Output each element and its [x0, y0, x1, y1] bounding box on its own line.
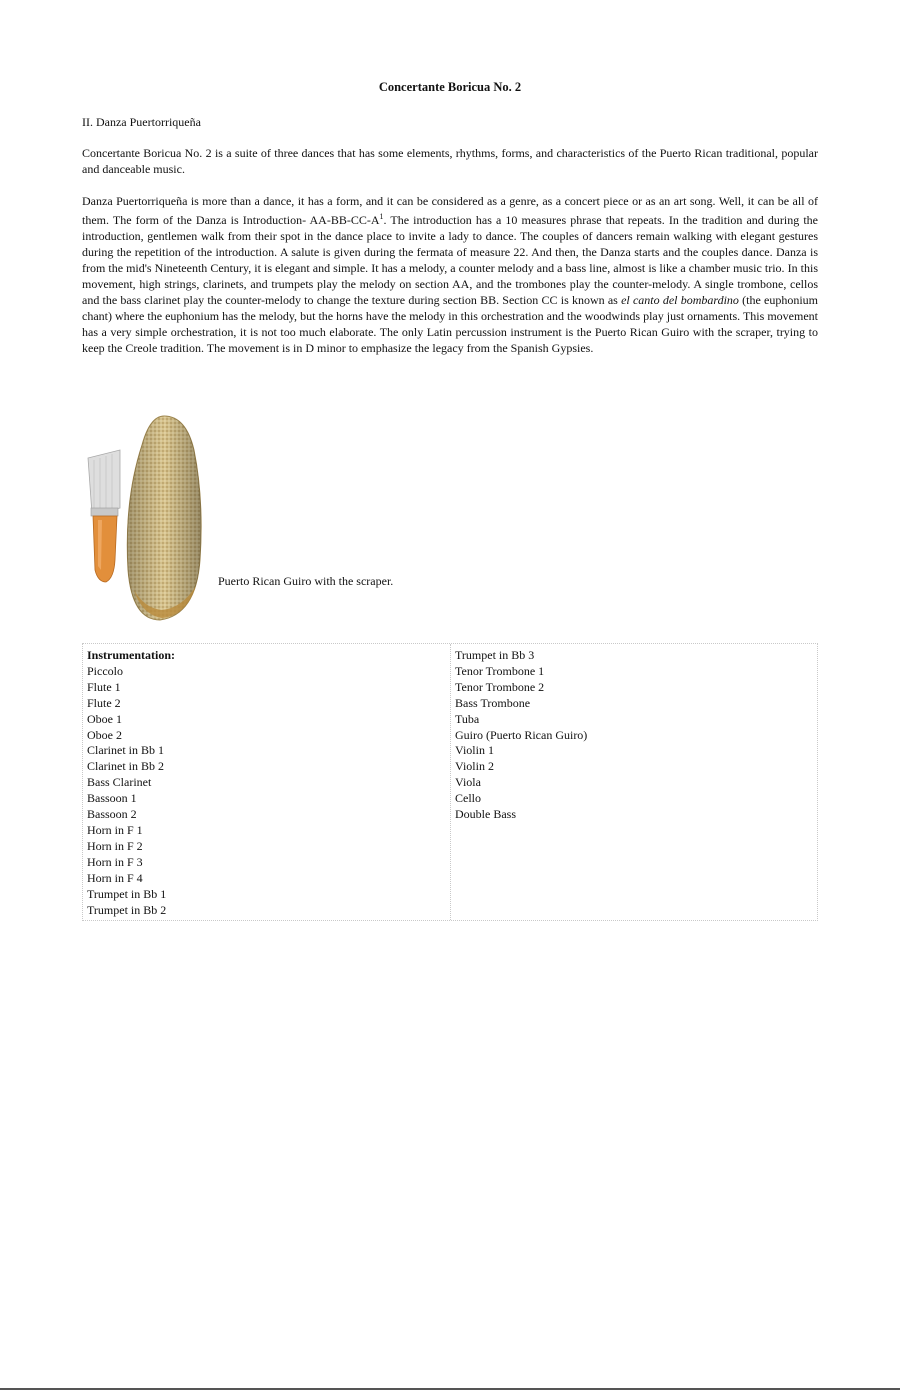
- instrument-item: Oboe 2: [87, 727, 122, 742]
- instrumentation-table: [82, 643, 818, 921]
- instrument-item: Bassoon 1: [87, 791, 137, 806]
- instrument-item: Trumpet in Bb 3: [455, 648, 535, 662]
- instrument-item: Bass Clarinet: [87, 775, 152, 790]
- description-paragraph: [82, 193, 818, 356]
- scraper-icon: [88, 450, 120, 582]
- document-title: Concertante Boricua No. 2: [378, 80, 522, 94]
- instrument-item: Clarinet in Bb 1: [87, 743, 164, 758]
- instrument-item: Flute 1: [87, 679, 121, 694]
- instrumentation-heading: Instrumentation:: [87, 648, 176, 662]
- instrument-item: Double Bass: [455, 807, 516, 822]
- instrumentation-column-1: [83, 644, 450, 920]
- guiro-image: [82, 410, 207, 625]
- instrument-item: Horn in F 4: [87, 870, 143, 885]
- instrument-list-2: [455, 648, 813, 823]
- instrument-item: Trumpet in Bb 1: [87, 886, 167, 901]
- figure-caption: Puerto Rican Guiro with the scraper.: [218, 574, 394, 588]
- paragraph-text-part3: (the euphonium chant) where the euphonium has the melody, but the horns have the melody in this orchestration and the woodwinds play just ornaments. This movement has a very simple orchestration, it is not too much elaborate. The only Latin percussion instrument is the Puerto Rican Guiro with the scraper, trying to keep the Creole tradition. The movement is in D minor to emphasize the legacy from the Spanish Gypsies.: [82, 293, 819, 355]
- instrument-item: Flute 2: [87, 695, 121, 710]
- footnote-marker: 1: [379, 212, 384, 221]
- instrument-item: Tenor Trombone 2: [455, 679, 545, 694]
- instrument-item: Horn in F 3: [87, 854, 143, 869]
- paragraph-text-part2: . The introduction has a 10 measures phrase that repeats. In the tradition and during the introduction, gentlemen walk from their spot in the dance place to invite a lady to dance. The couples of dancers remain walking with elegant gestures during the repetition of the introduction. A salute is given during the fermata of measure 22. And then, the Danza starts and the couples dance. Danza is from the mid's Nineteenth Century, it is elegant and simple. It has a melody, a counter melody and a bass line, almost is like a chamber music trio. In this movement, high strings, clarinets, and trumpets play the melody on section AA, and the trombones play the counter-melody. A single trombone, cellos and the bass clarinet play the counter-melody to change the texture during section BB. Section CC is known as: [82, 213, 818, 307]
- instrument-item: Violin 1: [455, 743, 494, 758]
- instrument-item: Bass Trombone: [455, 695, 531, 710]
- movement-subtitle: II. Danza Puertorriqueña: [82, 115, 201, 129]
- gourd-icon: [127, 416, 201, 620]
- instrument-item: Piccolo: [87, 663, 123, 678]
- instrumentation-column-2: [450, 644, 817, 920]
- instrument-item: Horn in F 2: [87, 838, 143, 853]
- italic-term: el canto del bombardino: [621, 293, 739, 307]
- instrument-item: Bassoon 2: [87, 807, 137, 822]
- guiro-illustration: [82, 410, 207, 625]
- instrument-item: Guiro (Puerto Rican Guiro): [455, 727, 588, 742]
- instrument-item: Tenor Trombone 1: [455, 663, 545, 678]
- instrument-item: Horn in F 1: [87, 822, 143, 837]
- instrument-item: Violin 2: [455, 759, 494, 774]
- instrument-item: Oboe 1: [87, 711, 122, 726]
- instrument-item: Viola: [455, 775, 481, 790]
- instrument-item: Trumpet in Bb 2: [87, 902, 167, 917]
- instrument-item: Clarinet in Bb 2: [87, 759, 164, 774]
- instrument-list-1: [87, 664, 446, 919]
- instrument-item: Cello: [455, 791, 481, 806]
- instrument-item: Tuba: [455, 711, 480, 726]
- intro-paragraph: Concertante Boricua No. 2 is a suite of three dances that has some elements, rhythms, forms, and characteristics of the Puerto Rican traditional, popular and danceable music.: [82, 146, 818, 176]
- paragraph-text-part1: Danza Puertorriqueña is more than a dance, it has a form, and it can be considered as a genre, as a concert piece or as an art song. Well, it can be all of them. The form of the Danza is Introduction- AA-BB-CC-A: [82, 194, 818, 227]
